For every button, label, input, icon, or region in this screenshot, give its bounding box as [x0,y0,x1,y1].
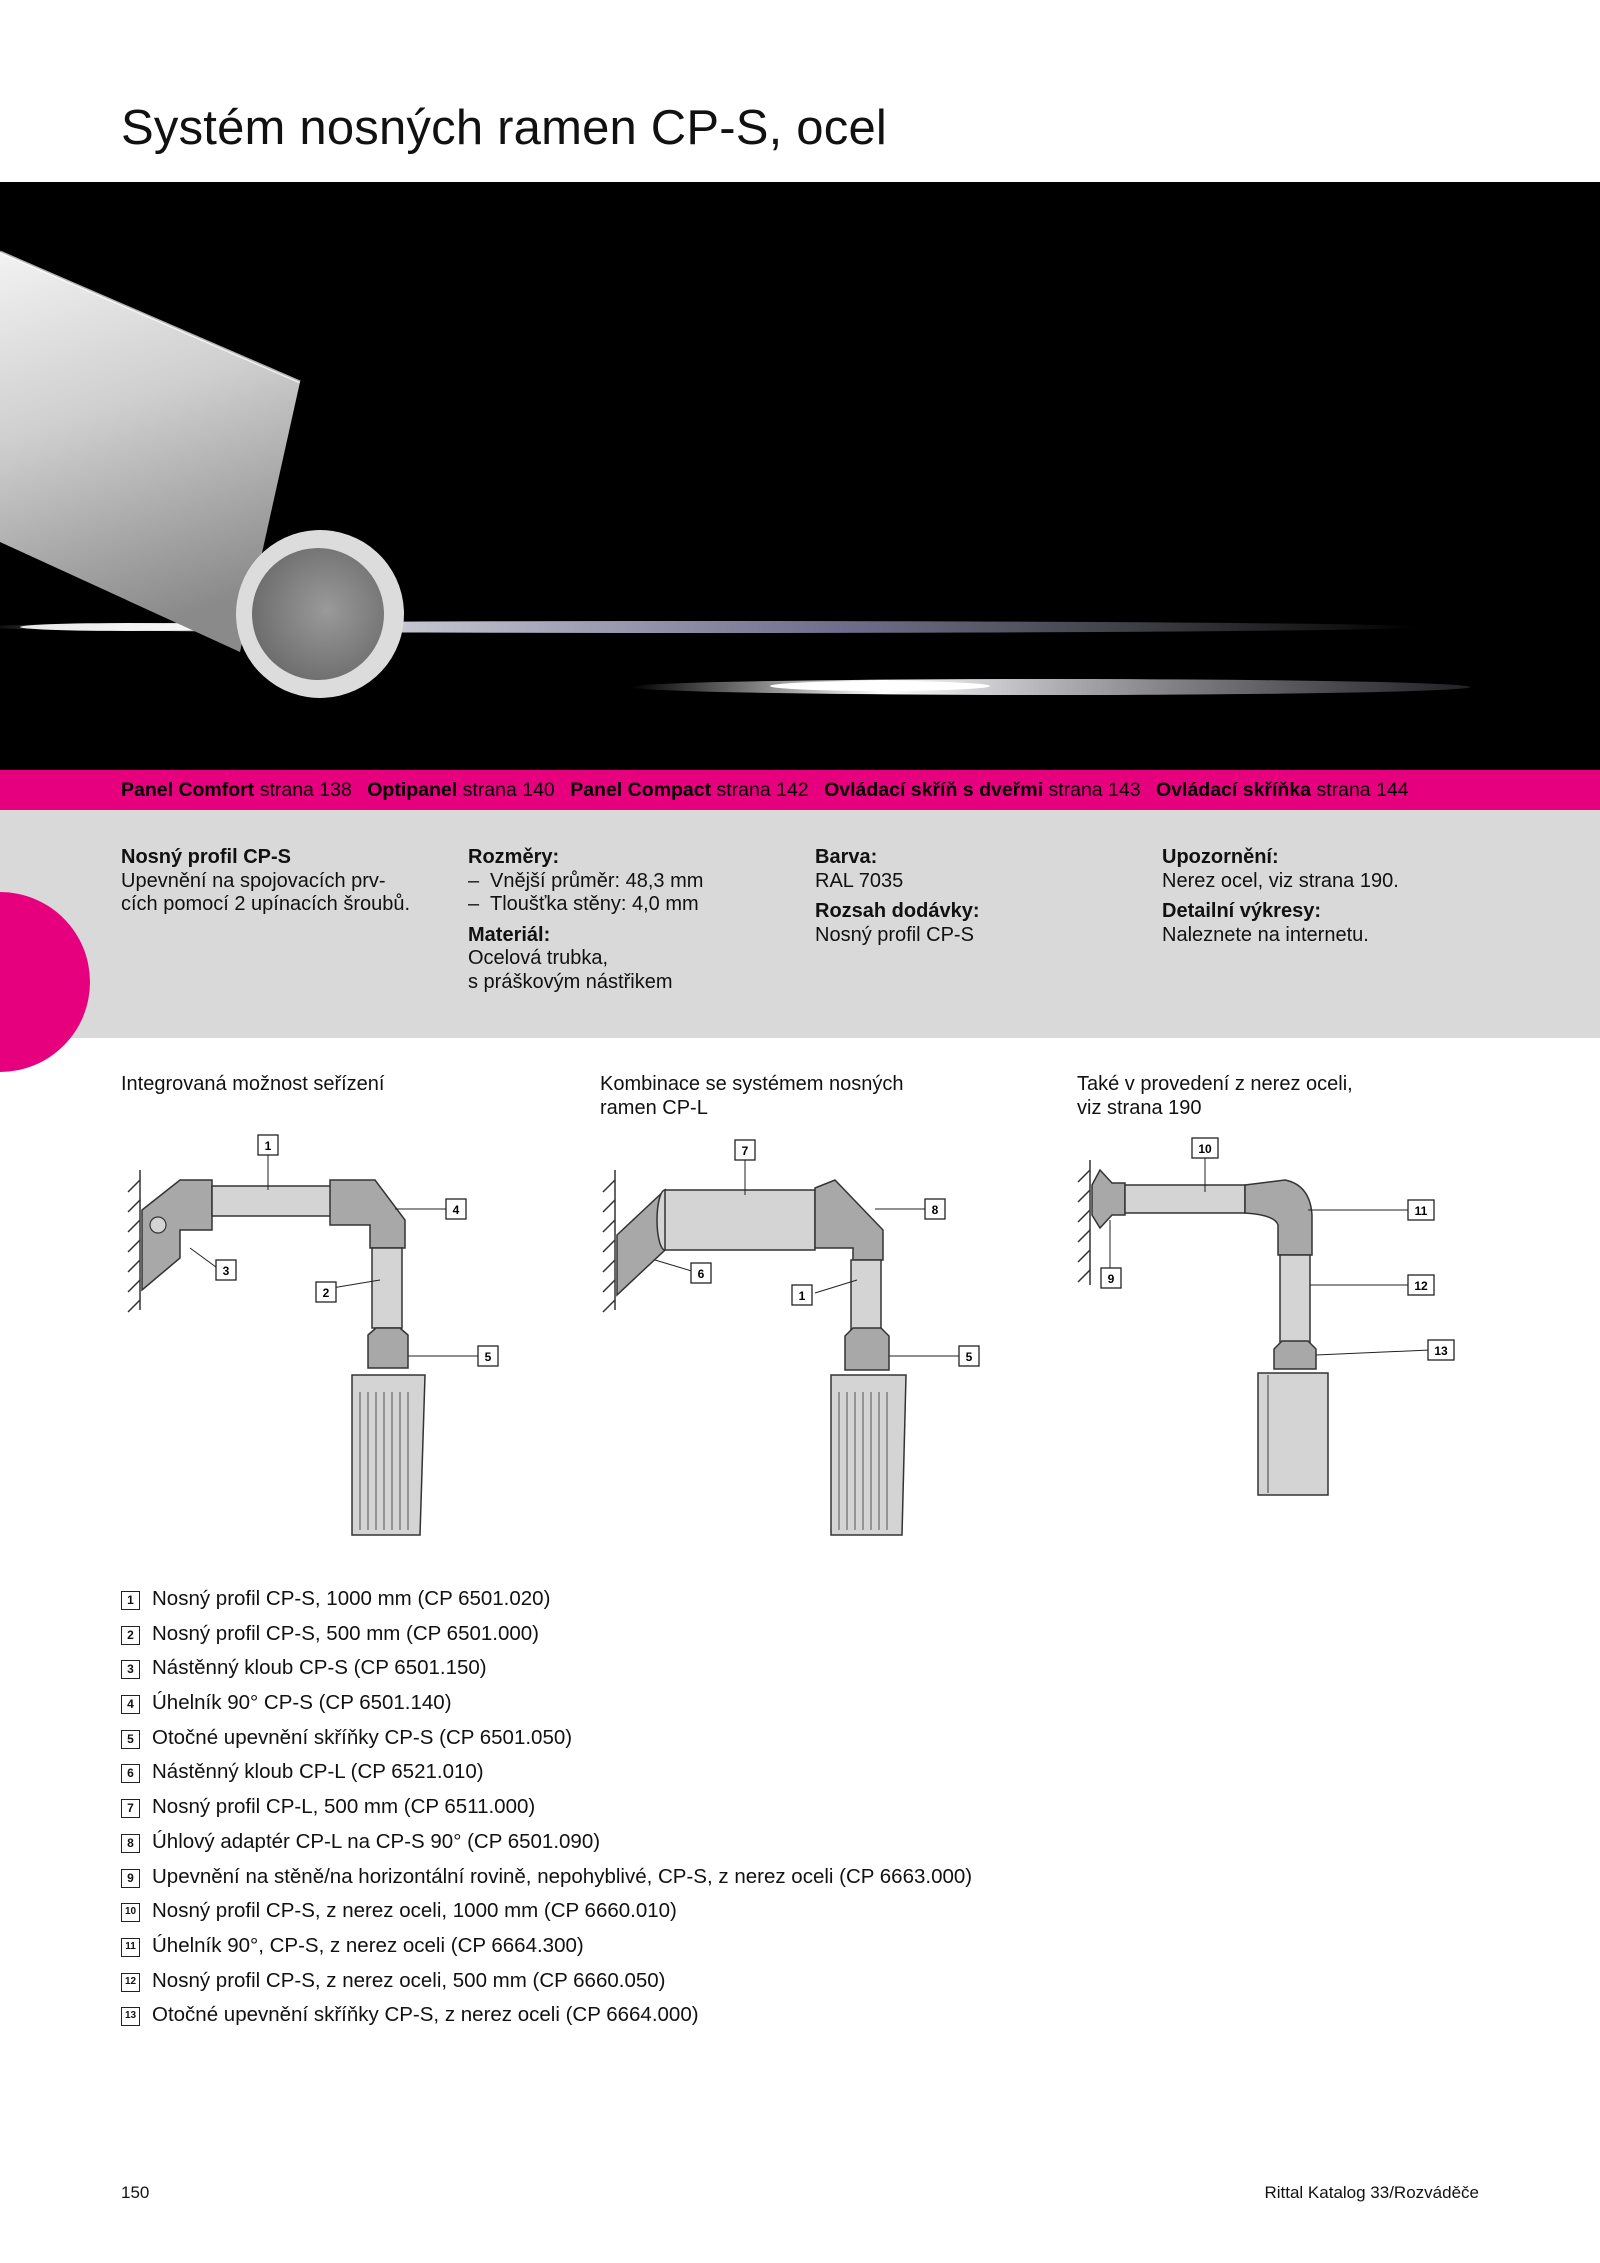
catalog-reference: Rittal Katalog 33/Rozváděče [1264,2183,1479,2202]
callout-labels [691,1140,979,1366]
diagram-caption-2: Kombinace se systémem nosných ramen CP-L [600,1073,904,1119]
diagram-stainless-version [1070,1125,1470,1525]
svg-text:7: 7 [741,1144,749,1158]
page-title: Systém nosných ramen CP-S, ocel [121,101,887,155]
link-ovladaci-skrinka[interactable]: Ovládací skříňka strana 144 [1156,779,1409,801]
callout-labels [216,1135,498,1366]
diagram-cp-l-combination [595,1130,995,1550]
list-item: 9 Upevnění na stěně/na horizontální rovině, nepohyblivé, CP-S, z nerez oceli (CP 6663.000) [121,1865,972,1900]
list-item: 5 Otočné upevnění skříňky CP-S (CP 6501.050) [121,1726,972,1761]
parts-legend [121,1587,972,2038]
list-item: 6 Nástěnný kloub CP-L (CP 6521.010) [121,1760,972,1795]
svg-text:8: 8 [931,1203,939,1217]
diagram-integrated-adjustment [120,1130,520,1550]
svg-text:1: 1 [264,1139,272,1153]
list-item: 11 Úhelník 90°, CP-S, z nerez oceli (CP 6664.300) [121,1934,972,1969]
svg-text:2: 2 [322,1286,330,1300]
link-ovladaci-skrin[interactable]: Ovládací skříň s dveřmi strana 143 [824,779,1141,801]
list-item: 8 Úhlový adaptér CP-L na CP-S 90° (CP 6501.090) [121,1830,972,1865]
list-item: 2 Nosný profil CP-S, 500 mm (CP 6501.000) [121,1622,972,1657]
related-products-bar [0,770,1600,810]
svg-text:11: 11 [1414,1204,1428,1218]
product-photo-steel-tube [0,182,1600,770]
list-item: 7 Nosný profil CP-L, 500 mm (CP 6511.000) [121,1795,972,1830]
svg-text:6: 6 [697,1267,705,1281]
link-panel-compact[interactable]: Panel Compact strana 142 [570,779,809,801]
svg-text:13: 13 [1434,1344,1448,1358]
page-number: 150 [121,2183,150,2202]
svg-text:1: 1 [798,1289,806,1303]
list-item: 1 Nosný profil CP-S, 1000 mm (CP 6501.020) [121,1587,972,1622]
diagram-caption-3: Také v provedení z nerez oceli, viz strana 190 [1077,1073,1353,1119]
info-column-dimensions: Rozměry: – Vnější průměr: 48,3 mm – Tloušťka stěny: 4,0 mm Materiál: Ocelová trubka, s práškovým nástřikem [468,846,704,993]
svg-text:5: 5 [484,1350,492,1364]
list-item: 13 Otočné upevnění skříňky CP-S, z nerez oceli (CP 6664.000) [121,2003,972,2038]
info-column-profile: Nosný profil CP-S Upevnění na spojovacích prv- cích pomocí 2 upínacích šroubů. [121,846,411,915]
list-item: 12 Nosný profil CP-S, z nerez oceli, 500 mm (CP 6660.050) [121,1969,972,2004]
svg-text:10: 10 [1198,1142,1212,1156]
diagram-caption-1: Integrovaná možnost seřízení [121,1073,385,1095]
list-item: 4 Úhelník 90° CP-S (CP 6501.140) [121,1691,972,1726]
svg-text:3: 3 [222,1264,230,1278]
svg-text:12: 12 [1414,1279,1428,1293]
info-column-notes: Upozornění: Nerez ocel, viz strana 190. Detailní výkresy: Naleznete na internetu. [1162,846,1399,946]
svg-text:5: 5 [965,1350,973,1364]
svg-text:4: 4 [452,1203,460,1217]
info-column-color: Barva: RAL 7035 Rozsah dodávky: Nosný profil CP-S [815,846,980,946]
list-item: 3 Nástěnný kloub CP-S (CP 6501.150) [121,1656,972,1691]
list-item: 10 Nosný profil CP-S, z nerez oceli, 1000 mm (CP 6660.010) [121,1899,972,1934]
link-panel-comfort[interactable]: Panel Comfort strana 138 [121,779,352,801]
svg-text:9: 9 [1107,1272,1115,1286]
link-optipanel[interactable]: Optipanel strana 140 [367,779,555,801]
